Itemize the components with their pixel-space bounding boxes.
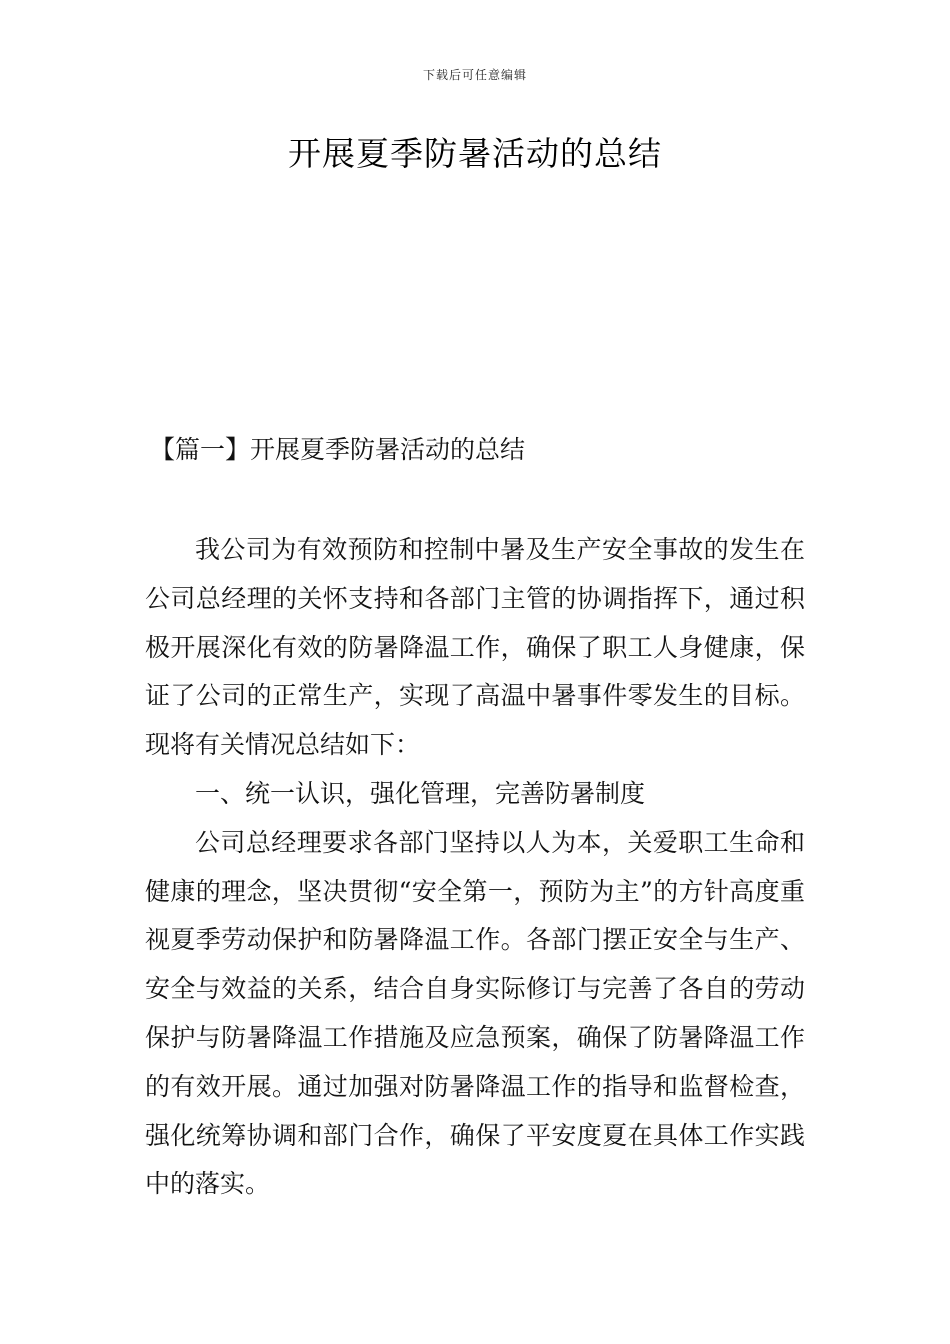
paragraph-subheading: 一、统一认识，强化管理，完善防暑制度 <box>195 778 646 808</box>
document-title: 开展夏季防暑活动的总结 <box>288 134 662 173</box>
header-note: 下载后可任意编辑 <box>422 68 527 82</box>
body-text <box>145 526 805 1209</box>
paragraph-body: 公司总经理要求各部门坚持以人为本，关爱职工生命和健康的理念，坚决贯彻“安全第一，预防为主”的方针高度重视夏季劳动保护和防暑降温工作。各部门摆正安全与生产、安全与效益的关系，结合自身实际修订与完善了各自的劳动保护与防暑降温工作措施及应急预案，确保了防暑降温工作的有效开展。通过加强对防暑降温工作的指导和监督检查，强化统筹协调和部门合作，确保了平安度夏在具体工作实践中的落实。 <box>145 827 805 1199</box>
paragraph-intro: 我公司为有效预防和控制中暑及生产安全事故的发生在公司总经理的关怀支持和各部门主管的协调指挥下，通过积极开展深化有效的防暑降温工作，确保了职工人身健康，保证了公司的正常生产，实现了高温中暑事件零发生的目标。现将有关情况总结如下： <box>145 535 805 760</box>
section-heading: 【篇一】开展夏季防暑活动的总结 <box>150 435 526 464</box>
